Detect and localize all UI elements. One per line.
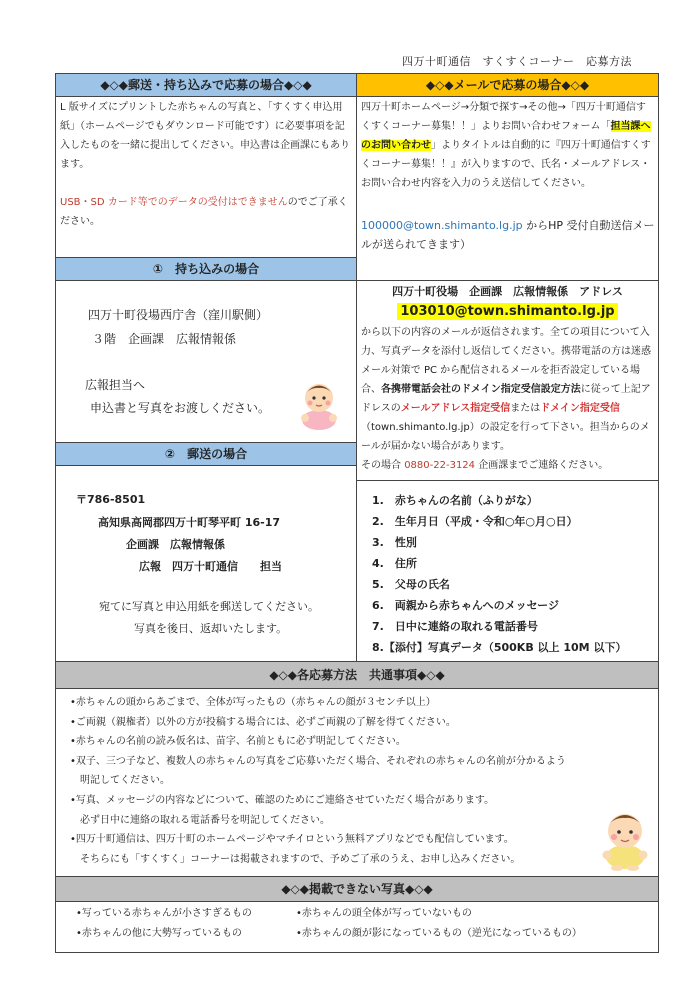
list-item: 4. 住所 — [372, 557, 417, 570]
list-item: 3. 性別 — [372, 536, 417, 549]
list-item: 7. 日中に連絡の取れる電話番号 — [372, 620, 538, 633]
ng-list-right — [296, 904, 582, 944]
bring-location-2: ３階 企画課 広報情報係 — [92, 332, 237, 346]
auto-email-address: 100000@town.shimanto.lg.jp — [361, 219, 523, 232]
common-section-title: ◆◇◆各応募方法 共通事項◆◇◆ — [56, 662, 658, 688]
auto-email-note: 100000@town.shimanto.lg.jp からHP 受付自動送信メールが送られてきます） — [361, 219, 655, 251]
inquiry-highlight: 担当課へのお問い合わせ — [361, 121, 651, 151]
list-item: •赤ちゃんの頭全体が写っていないもの — [296, 908, 472, 919]
usb-note: USB・SD カード等でのデータの受付はできません — [60, 197, 288, 208]
list-item: 8.【添付】写真データ（500KB 以上 10M 以下） — [372, 641, 627, 654]
reply-address-label: 四万十町役場 企画課 広報情報係 アドレス — [392, 285, 623, 298]
list-item: •写っている赤ちゃんが小さすぎるもの — [76, 908, 252, 919]
bring-instruction-1: 広報担当へ — [85, 378, 146, 392]
baby-illustration — [296, 376, 342, 432]
page-title: 四万十町通信 すくすくコーナー 応募方法 — [402, 55, 632, 68]
rule-line: そちらにも「すくすく」コーナーは掲載されますので、予めご了承のうえ、お申し込みください。 — [70, 853, 521, 865]
list-item: •赤ちゃんの他に大勢写っているもの — [76, 928, 242, 939]
ng-section-title: ◆◇◆掲載できない写真◆◇◆ — [56, 877, 658, 901]
rule-line: •赤ちゃんの名前の読み仮名は、苗字、名前ともに必ず明記してください。 — [70, 736, 406, 748]
mail-section-title: ◆◇◆郵送・持ち込みで応募の場合◆◇◆ — [56, 74, 356, 96]
common-rules — [70, 693, 590, 869]
bring-instruction-2: 申込書と写真をお渡しください。 — [90, 401, 271, 415]
post-instruction-1: 宛てに写真と申込用紙を郵送してください。 — [99, 600, 319, 613]
reply-items-list — [372, 490, 626, 658]
baby-illustration-2 — [598, 805, 652, 871]
list-item: •赤ちゃんの顔が影になっているもの（逆光になっているもの） — [296, 928, 582, 939]
rule-line: •双子、三つ子など、複数人の赤ちゃんの写真をご応募いただく場合、それぞれの赤ちゃんの名前が分かるよう — [70, 755, 566, 767]
post-attn: 広報 四万十町通信 担当 — [139, 560, 282, 573]
rule-line: 必ず日中に連絡の取れる電話番号を明記してください。 — [70, 814, 330, 826]
rule-line: •赤ちゃんの頭からあごまで、全体が写ったもの（赤ちゃんの顔が３センチ以上） — [70, 697, 436, 708]
bring-section-title: ① 持ち込みの場合 — [56, 258, 356, 280]
bring-location-1: 四万十町役場西庁舎（窪川駅側） — [88, 308, 269, 322]
contact-phone: 0880-22-3124 — [404, 460, 476, 471]
reply-address-row — [357, 302, 658, 322]
rule-line: •写真、メッセージの内容などについて、確認のためにご連絡させていただく場合があります。 — [70, 794, 495, 806]
list-item: 6. 両親から赤ちゃんへのメッセージ — [372, 599, 559, 612]
post-section-title: ② 郵送の場合 — [56, 443, 356, 465]
rule-line: •四万十町通信は、四万十町のホームページやマチイロという無料アプリなどでも配信しています。 — [70, 834, 514, 846]
rule-line: 明記してください。 — [70, 775, 170, 787]
email-section-title: ◆◇◆メールで応募の場合◆◇◆ — [357, 74, 658, 96]
postal-code: 〒786-8501 — [76, 493, 146, 506]
post-address: 高知県高岡郡四万十町琴平町 16-17 — [98, 516, 281, 529]
ng-list-left — [76, 904, 252, 944]
list-item: 2. 生年月日（平成・令和○年○月○日） — [372, 515, 578, 528]
rule-line: •ご両親（親権者）以外の方が投稿する場合には、必ずご両親の了解を得てください。 — [70, 716, 456, 728]
list-item: 1. 赤ちゃんの名前（ふりがな） — [372, 494, 538, 507]
post-dept: 企画課 広報情報係 — [126, 538, 225, 551]
email-section-body: 四万十町ホームページ→分類で探す→その他→「四万十町通信すくすくコーナー募集！！」よりお問い合わせフォーム「担当課へのお問い合わせ」よりタイトルは自動的に『四万十町通信すくすくコーナー募集！！』が入りますので、氏名・メールアドレス・お問い合わせ内容を入力のうえ送信してください。 — [361, 102, 651, 189]
post-instruction-2: 写真を後日、返却いたします。 — [134, 622, 288, 635]
list-item: 5. 父母の氏名 — [372, 578, 450, 591]
mail-section-body: L 版サイズにプリントした赤ちゃんの写真と、「すくすく申込用紙」（ホームページでもダウンロード可能です）に必要事項を記入したものを一緒に提出してください。申込書は企画課にもあります。 USB・SD カード等でのデータの受付はできませんのでご了承ください。 — [60, 102, 350, 227]
reply-address-email: 103010@town.shimanto.lg.jp — [397, 303, 617, 320]
reply-instructions: から以下の内容のメールが返信されます。全ての項目について入力、写真データを添付し返信してください。携帯電話の方は迷惑メール対策で PC から配信されるメールを拒否設定している場合、各携帯電話会社のドメイン指定受信設定方法に従って上記アドレスのメールアドレス指定受信またはドメイン指定受信（town.shimanto.lg.jp）の設定を行って下さい。担当からのメールが届かない場合があります。 その場合 0880-22-3124 企画課までご連絡ください。 — [361, 327, 651, 471]
